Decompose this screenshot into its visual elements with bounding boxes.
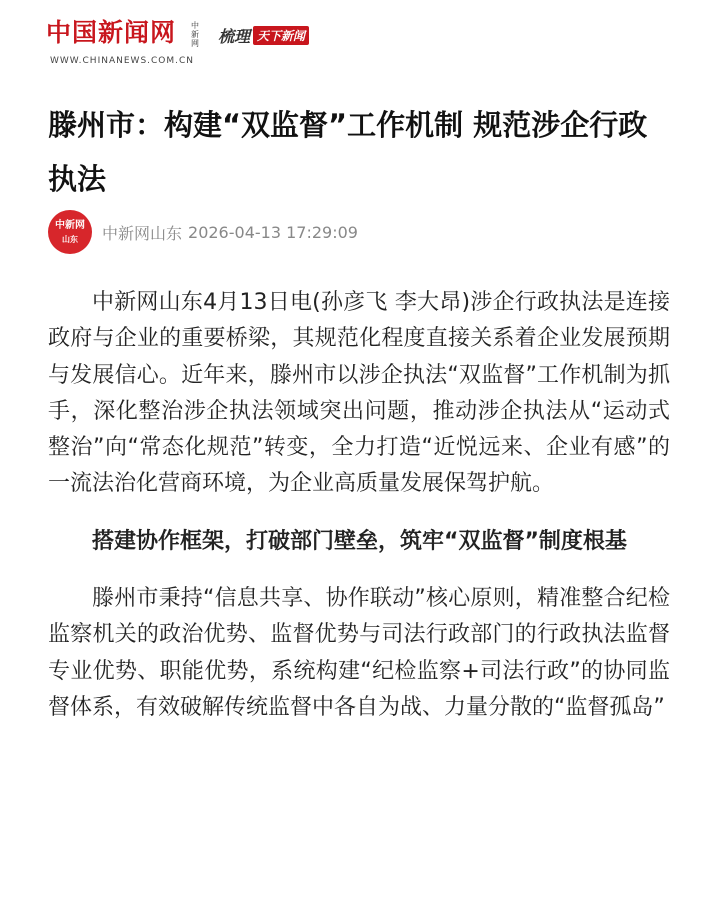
slogan-badge: 天下新闻 [253,26,309,45]
slogan [218,24,309,47]
logo-text: 中国新闻网 [46,18,177,47]
logo-url: WWW.CHINANEWS.COM.CN [50,56,195,66]
chinanews-logo[interactable] [46,18,199,66]
avatar-text-top: 中新网 [55,219,85,231]
logo-side-text: 中新网 [191,21,199,48]
slogan-text: 梳理 [218,27,251,46]
article-subheading: 搭建协作框架，打破部门壁垒，筑牢“双监督”制度根基 [92,528,627,554]
article-datetime: 2026-04-13 17:29:09 [188,222,358,242]
site-header [40,14,680,66]
source-avatar [48,210,92,254]
article-paragraph: 中新网山东4月13日电(孙彦飞 李大昂)涉企行政执法是连接政府与企业的重要桥梁，其规范化程度直接关系着企业发展预期与发展信心。近年来，滕州市以涉企执法“双监督”工作机制为抓手，深化整治涉企执法领域突出问题，推动涉企执法从“运动式整治”向“常态化规范”转变，全力打造“近悦远来、企业有感”的一流法治化营商环境，为企业高质量发展保驾护航。 [48,290,670,497]
avatar-text-bottom: 山东 [62,233,78,244]
article-paragraph: 滕州市秉持“信息共享、协作联动”核心原则，精准整合纪检监察机关的政治优势、监督优势与司法行政部门的行政执法监督专业优势、职能优势，系统构建“纪检监察+司法行政”的协同监督体系，有效破解传统监督中各自为战、力量分散的“监督孤岛” [48,586,670,720]
article-body [48,285,670,747]
article-meta [48,210,358,254]
article-title: 滕州市：构建“双监督”工作机制 规范涉企行政执法 [48,108,648,196]
article-source: 中新网山东 [102,223,183,243]
